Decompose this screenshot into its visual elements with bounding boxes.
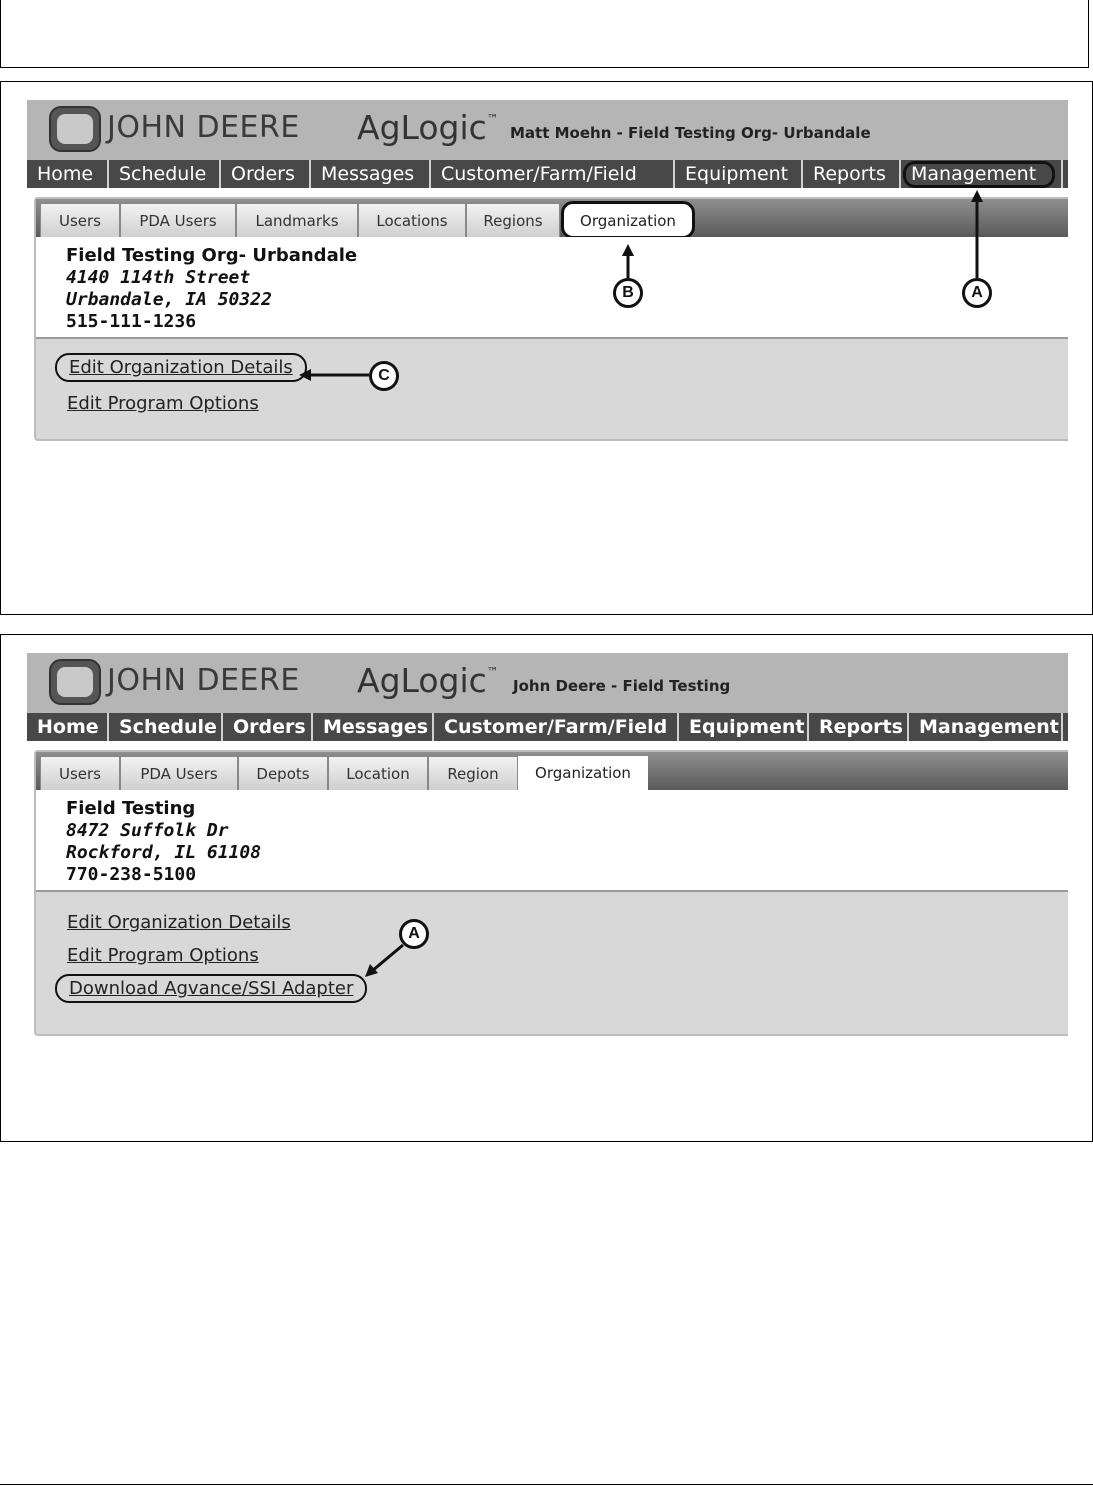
figure-1-frame	[0, 81, 1093, 615]
nav-customer-farm-field[interactable]: Customer/Farm/Field	[431, 160, 675, 188]
nav-messages[interactable]: Messages	[313, 713, 434, 741]
main-nav	[27, 160, 1068, 188]
tab-landmarks[interactable]: Landmarks	[236, 203, 358, 237]
main-nav	[27, 713, 1068, 741]
nav-messages[interactable]: Messages	[311, 160, 431, 188]
figure-1-screenshot	[27, 100, 1068, 445]
org-info	[36, 790, 1068, 892]
org-info	[36, 237, 1068, 339]
tab-locations[interactable]: Locations	[358, 203, 466, 237]
action-links	[36, 892, 1068, 1032]
organization-panel	[34, 750, 1068, 1036]
edit-program-options-link[interactable]: Edit Program Options	[67, 393, 259, 414]
callout-c: C	[369, 361, 399, 391]
edit-organization-details-link[interactable]: Edit Organization Details	[55, 353, 307, 382]
nav-orders[interactable]: Orders	[221, 160, 311, 188]
brand-name: JOHN DEERE	[107, 110, 300, 145]
org-phone: 515-111-1236	[66, 311, 197, 332]
product-name	[357, 661, 499, 700]
org-street: 4140 114th Street	[66, 267, 251, 288]
product-title: AgLogic	[357, 108, 487, 147]
callout-b: B	[613, 278, 643, 308]
tab-region[interactable]: Region	[428, 756, 518, 790]
app-header	[27, 100, 1068, 160]
edit-program-options-link[interactable]: Edit Program Options	[67, 945, 259, 966]
tab-organization[interactable]: Organization	[518, 756, 648, 790]
nav-home[interactable]: Home	[27, 713, 109, 741]
tab-bar	[36, 199, 1068, 237]
figure-2-screenshot	[27, 653, 1068, 1038]
callout-a: A	[399, 919, 429, 949]
tab-users[interactable]: Users	[40, 756, 120, 790]
content-area	[27, 188, 1068, 445]
tab-organization[interactable]: Organization	[561, 201, 695, 239]
top-blank-frame	[0, 0, 1089, 68]
callout-a: A	[962, 278, 992, 308]
management-highlight	[903, 161, 1055, 188]
tab-users[interactable]: Users	[40, 203, 120, 237]
tab-regions[interactable]: Regions	[466, 203, 560, 237]
org-name: Field Testing	[66, 798, 196, 819]
user-info: Matt Moehn - Field Testing Org- Urbandale	[510, 124, 871, 142]
download-agvance-ssi-adapter-link[interactable]: Download Agvance/SSI Adapter	[55, 974, 367, 1003]
content-area	[27, 741, 1068, 1038]
nav-schedule[interactable]: Schedule	[109, 160, 221, 188]
figure-2-frame	[0, 634, 1093, 1142]
tab-pda-users[interactable]: PDA Users	[120, 203, 236, 237]
organization-panel	[34, 197, 1068, 441]
nav-management[interactable]: Management	[909, 713, 1063, 741]
tab-depots[interactable]: Depots	[238, 756, 328, 790]
org-city: Rockford, IL 61108	[66, 842, 262, 863]
nav-reports[interactable]: Reports	[809, 713, 909, 741]
nav-home[interactable]: Home	[27, 160, 109, 188]
nav-schedule[interactable]: Schedule	[109, 713, 223, 741]
deer-logo-icon	[49, 106, 101, 152]
app-header	[27, 653, 1068, 713]
org-phone: 770-238-5100	[66, 864, 197, 885]
product-name	[357, 108, 499, 147]
org-city: Urbandale, IA 50322	[66, 289, 272, 310]
product-title: AgLogic	[357, 661, 487, 700]
brand-name: JOHN DEERE	[107, 663, 300, 698]
nav-reports[interactable]: Reports	[803, 160, 901, 188]
nav-orders[interactable]: Orders	[223, 713, 313, 741]
tab-pda-users[interactable]: PDA Users	[120, 756, 238, 790]
trademark-mark: ™	[486, 112, 499, 126]
tab-bar	[36, 752, 1068, 790]
nav-management[interactable]: Management	[901, 160, 1063, 188]
deer-logo-icon	[49, 659, 101, 705]
nav-equipment[interactable]: Equipment	[679, 713, 809, 741]
user-info: John Deere - Field Testing	[513, 677, 731, 695]
nav-equipment[interactable]: Equipment	[675, 160, 803, 188]
org-name: Field Testing Org- Urbandale	[66, 245, 358, 266]
action-links	[36, 339, 1068, 437]
footer-rule	[0, 1484, 1093, 1485]
tab-location[interactable]: Location	[328, 756, 428, 790]
trademark-mark: ™	[486, 665, 499, 679]
org-street: 8472 Suffolk Dr	[66, 820, 229, 841]
edit-organization-details-link[interactable]: Edit Organization Details	[67, 912, 291, 933]
nav-customer-farm-field[interactable]: Customer/Farm/Field	[434, 713, 679, 741]
